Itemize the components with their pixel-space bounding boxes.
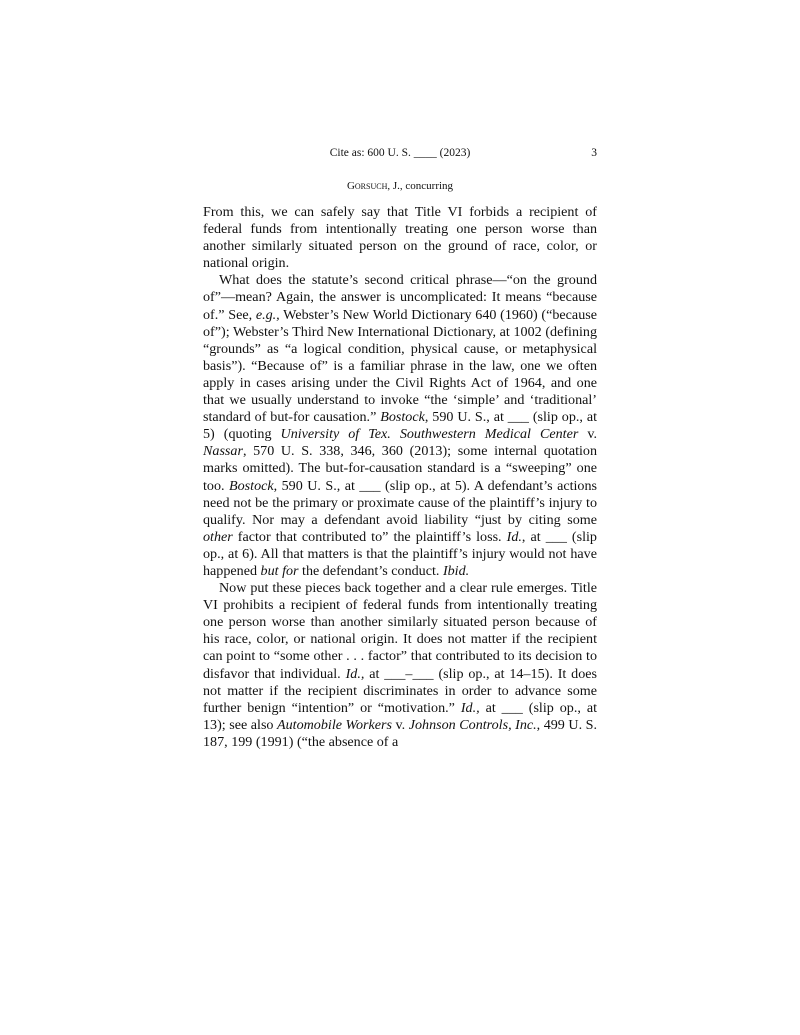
text-run: , at ___ (slip op., at 6). All that matters is that the plaintiff’s injury would not have happened [203,528,597,579]
text-run: v. [578,426,597,443]
text-run: factor that contributed to” the plaintiff’s loss. [232,528,507,545]
body-paragraph [203,580,597,751]
italic-text: University of Tex. Southwestern Medical Center [280,426,579,443]
italic-text: Nassar [203,443,243,460]
italic-text: Id., [460,699,480,716]
body-paragraph [203,272,597,580]
page-number: 3 [591,147,597,159]
italic-text: Bostock [229,477,274,494]
text-run: , 570 U. S. 338, 346, 360 (2013); some internal quotation marks omitted). The but-for-causation standard is a “sweeping” one too. [203,443,597,494]
italic-text: but for [260,562,299,579]
text-run: Webster’s New World Dictionary 640 (1960) (“because of”); Webster’s Third New International Dictionary, at 1002 (defining “grounds” as “a logical condition, physical cause, or metaphysical basis”). “Because of” is a familiar phrase in the law, one we often apply in cases arising under the Civil Rights Act of 1964, and one that we usually understand to invoke “the ‘simple’ and ‘traditional’ standard of but-for causation.” [203,306,597,426]
text-run: What does the statute’s second critical phrase—“on the ground of”—mean? Again, the answer is uncomplicated: It means “because of.” See, [203,272,597,323]
italic-text: Bostock [380,409,425,426]
text-run: , 590 U. S., at ___ (slip op., at 5). A defendant’s actions need not be the primary or proximate cause of the plaintiff’s injury to qualify. Nor may a defendant avoid liability “just by citing some [203,477,598,528]
text-run: at ___ (slip op., at 13); see also [203,699,597,733]
italic-text: Automobile Workers [277,716,392,733]
text-run: From this, we can safely say that Title VI forbids a recipient of federal funds from intentionally treating one person worse than another similarly situated person on the ground of race, color, or national origin. [203,204,597,272]
text-run: , 590 U. S., at ___ (slip op., at 5) (quoting [203,409,597,443]
opinion-body [203,204,597,751]
text-run: v. [392,716,409,733]
text-run: the defendant’s conduct. [298,562,443,579]
byline-author: Gorsuch [346,180,388,192]
byline-role: , J., concurring [387,180,454,192]
citation-header: Cite as: 600 U. S. ____ (2023) [329,147,471,159]
text-run: , 499 U. S. 187, 199 (1991) (“the absence of a [203,716,597,750]
italic-text: other [203,528,233,545]
italic-text: Johnson Controls, Inc. [408,716,537,733]
running-header [203,147,597,165]
opinion-byline [203,180,597,192]
italic-text: Id., [345,665,365,682]
text-run: at ___–___ (slip op., at 14–15). It does not matter if the recipient discriminates in order to advance some further benign “intention” or “motivation.” [203,665,597,716]
italic-text: Id. [506,528,522,545]
text-run: Now put these pieces back together and a clear rule emerges. Title VI prohibits a recipient of federal funds from intentionally treating one person worse than another similarly situated person because of his race, color, or national origin. It does not matter if the recipient can point to “some other . . . factor” that contributed to its decision to disfavor that individual. [203,580,597,682]
body-paragraph [203,204,597,272]
italic-text: Ibid. [442,562,470,579]
italic-text: e.g., [255,306,280,323]
